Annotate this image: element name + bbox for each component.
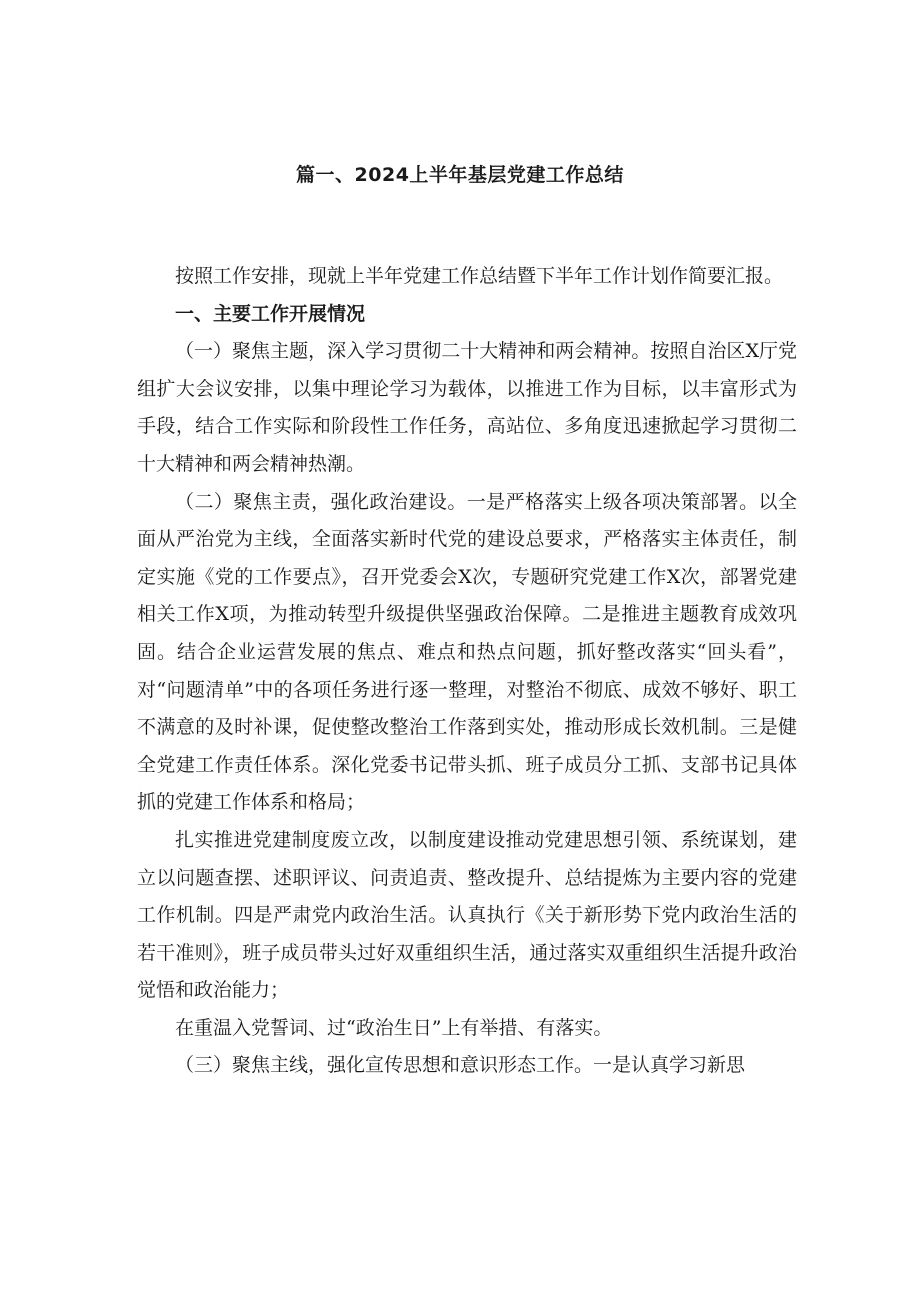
paragraph: （二）聚焦主责，强化政治建设。一是严格落实上级各项决策部署。以全面从严治党为主线，全面落实新时代党的建设总要求，严格落实主体责任，制定实施《党的工作要点》，召开党委会X次，专题研究党建工作X次，部署党建相关工作X项，为推动转型升级提供坚强政治保障。二是推进主题教育成效巩固。结合企业运营发展的焦点、难点和热点问题，抓好整改落实“回头看”，对“问题清单”中的各项任务进行逐一整理，对整治不彻底、成效不够好、职工不满意的及时补课，促使整改整治工作落到实处，推动形成长效机制。三是健全党建工作责任体系。深化党委书记带头抓、班子成员分工抓、支部书记具体抓的党建工作体系和格局；	[137, 490, 797, 814]
paragraph: 扎实推进党建制度废立改，以制度建设推动党建思想引领、系统谋划，建立以问题查摆、述职评议、问责追责、整改提升、总结提炼为主要内容的党建工作机制。四是严肃党内政治生活。认真执行《关于新形势下党内政治生活的若干准则》，班子成员带头过好双重组织生活，通过落实双重组织生活提升政治觉悟和政治能力；	[137, 828, 797, 1002]
document-body	[137, 258, 797, 1085]
paragraph: （一）聚焦主题，深入学习贯彻二十大精神和两会精神。按照自治区X厅党组扩大会议安排，以集中理论学习为载体，以推进工作为目标，以丰富形式为手段，结合工作实际和阶段性工作任务，高站位、多角度迅速掀起学习贯彻二十大精神和两会精神热潮。	[137, 340, 797, 475]
paragraph: （三）聚焦主线，强化宣传思想和意识形态工作。一是认真学习新思	[175, 1054, 746, 1077]
paragraph: 在重温入党誓词、过“政治生日”上有举措、有落实。	[175, 1016, 613, 1039]
document-title: 篇一、2024上半年基层党建工作总结	[296, 164, 624, 186]
section-heading: 一、主要工作开展情况	[175, 302, 366, 325]
intro-paragraph: 按照工作安排，现就上半年党建工作总结暨下半年工作计划作简要汇报。	[175, 265, 784, 287]
